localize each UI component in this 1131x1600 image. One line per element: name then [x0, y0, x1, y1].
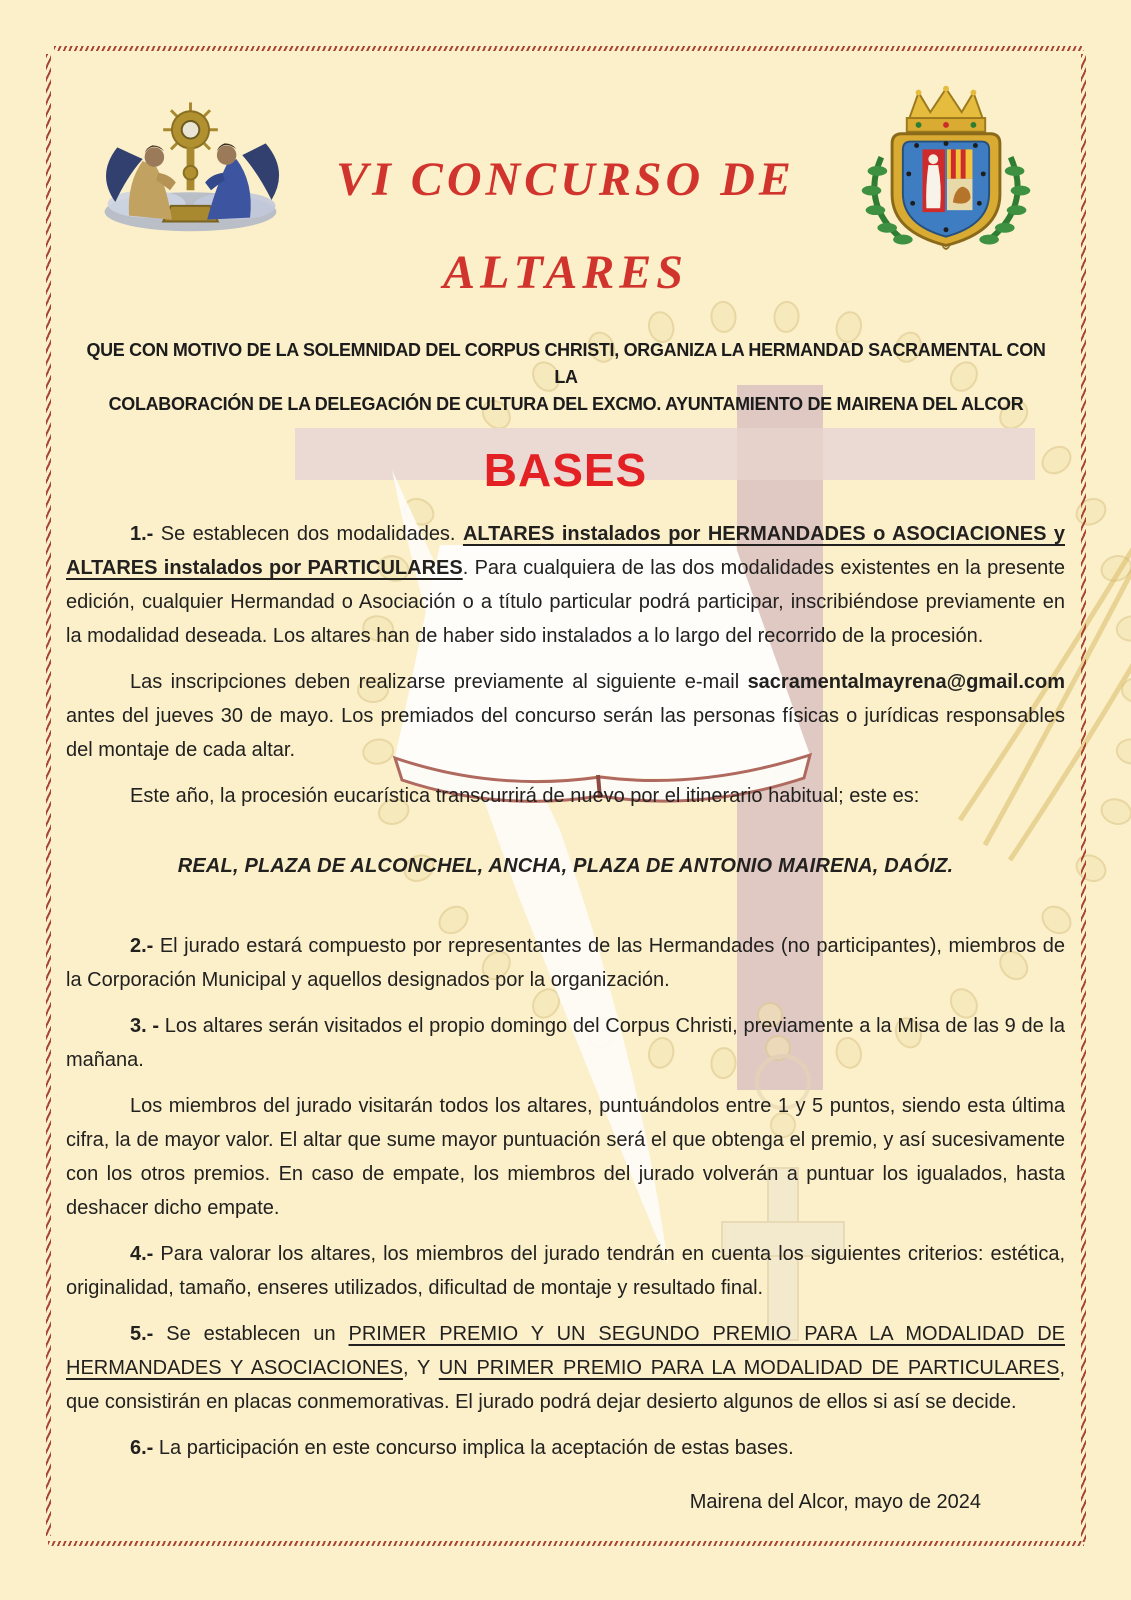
route-line — [66, 849, 1065, 883]
paragraph — [66, 665, 1065, 767]
text-run: Las inscripciones deben realizarse previamente al siguiente e-mail — [130, 671, 748, 693]
text-run: Este año, la procesión eucarística transcurrirá de nuevo por el itinerario habitual; este es: — [130, 785, 920, 807]
text-run: ALTARES instalados por HERMANDADES o ASOCIACIONES y ALTARES instalados por PARTICULARES — [66, 523, 1065, 579]
paragraph — [66, 1009, 1065, 1077]
paragraph — [66, 1431, 1065, 1465]
paragraph — [66, 929, 1065, 997]
text-run: 6.- — [130, 1437, 154, 1459]
text-run: Los miembros del jurado visitarán todos los altares, puntuándolos entre 1 y 5 puntos, siendo esta última cifra, la de mayor valor. El altar que sume mayor puntuación será el que obtenga el premio, y así sucesivamente con los otros premios. En caso de empate, los miembros del jurado volverán a puntuar los igualados, hasta deshacer dicho empate. — [66, 1095, 1065, 1219]
paragraph — [66, 779, 1065, 813]
title-line-1: VI CONCURSO DE — [336, 153, 795, 206]
text-run: , que consistirán en placas conmemorativas. El jurado podrá dejar desierto algunos de ellos si así se decide. — [66, 1357, 1065, 1413]
text-run: antes del jueves 30 de mayo. Los premiados del concurso serán las personas físicas o jurídicas responsables del montaje de cada altar. — [66, 705, 1065, 761]
subtitle-line-1: QUE CON MOTIVO DE LA SOLEMNIDAD DEL CORPUS CHRISTI, ORGANIZA LA HERMANDAD SACRAMENTAL CON LA — [85, 339, 1046, 387]
header — [0, 0, 1131, 330]
paragraph — [66, 517, 1065, 653]
text-run: , Y — [402, 1357, 439, 1379]
text-run: La participación en este concurso implica la aceptación de estas bases. — [153, 1437, 794, 1459]
title-line-2: ALTARES — [443, 246, 688, 299]
text-run: 3. - — [130, 1015, 160, 1037]
text-run: Los altares serán visitados el propio domingo del Corpus Christi, previamente a la Misa de las 9 de la mañana. — [66, 1015, 1065, 1071]
paragraph — [66, 1237, 1065, 1305]
text-run: Se establecen dos modalidades. — [153, 523, 463, 545]
section-heading: BASES — [483, 444, 648, 496]
bases-paragraphs — [66, 517, 1065, 1465]
text-run: El jurado estará compuesto por representantes de las Hermandades (no participantes), miembros de la Corporación Municipal y aquellos designados por la organización. — [66, 935, 1065, 991]
text-run: PRIMER PREMIO Y UN SEGUNDO PREMIO PARA LA MODALIDAD DE HERMANDADES Y ASOCIACIONES — [66, 1323, 1065, 1379]
email-text: sacramentalmayrena@gmail.com — [747, 671, 1065, 693]
paragraph — [66, 1317, 1065, 1419]
text-run: 1.- — [130, 523, 154, 545]
text-run: Para valorar los altares, los miembros del jurado tendrán en cuenta los siguientes criterios: estética, originalidad, tamaño, enseres utilizados, dificultad de montaje y resultado final. — [66, 1243, 1065, 1299]
subtitle — [76, 336, 1056, 417]
text-run: 4.- — [130, 1243, 154, 1265]
text-run: UN PRIMER PREMIO PARA LA MODALIDAD DE PARTICULARES — [438, 1357, 1060, 1379]
page-title — [0, 152, 1131, 300]
footer-dateline: Mairena del Alcor, mayo de 2024 — [689, 1491, 981, 1513]
procession-route: REAL, PLAZA DE ALCONCHEL, ANCHA, PLAZA DE ANTONIO MAIRENA, DAÓIZ. — [177, 855, 954, 877]
paragraph — [66, 1089, 1065, 1225]
subtitle-line-2: COLABORACIÓN DE LA DELEGACIÓN DE CULTURA DEL EXCMO. AYUNTAMIENTO DE MAIRENA DEL ALCOR — [108, 393, 1023, 414]
text-run: 5.- — [130, 1323, 154, 1345]
text-run: Se establecen un — [153, 1323, 349, 1345]
text-run: 2.- — [130, 935, 154, 957]
text-run: . Para cualquiera de las dos modalidades existentes en la presente edición, cualquier Hermandad o Asociación o a título particular podrá participar, inscribiéndose previamente en la modalidad deseada. Los altares han de haber sido instalados a lo largo del recorrido de la procesión. — [66, 557, 1065, 647]
crown-icon — [907, 86, 985, 132]
